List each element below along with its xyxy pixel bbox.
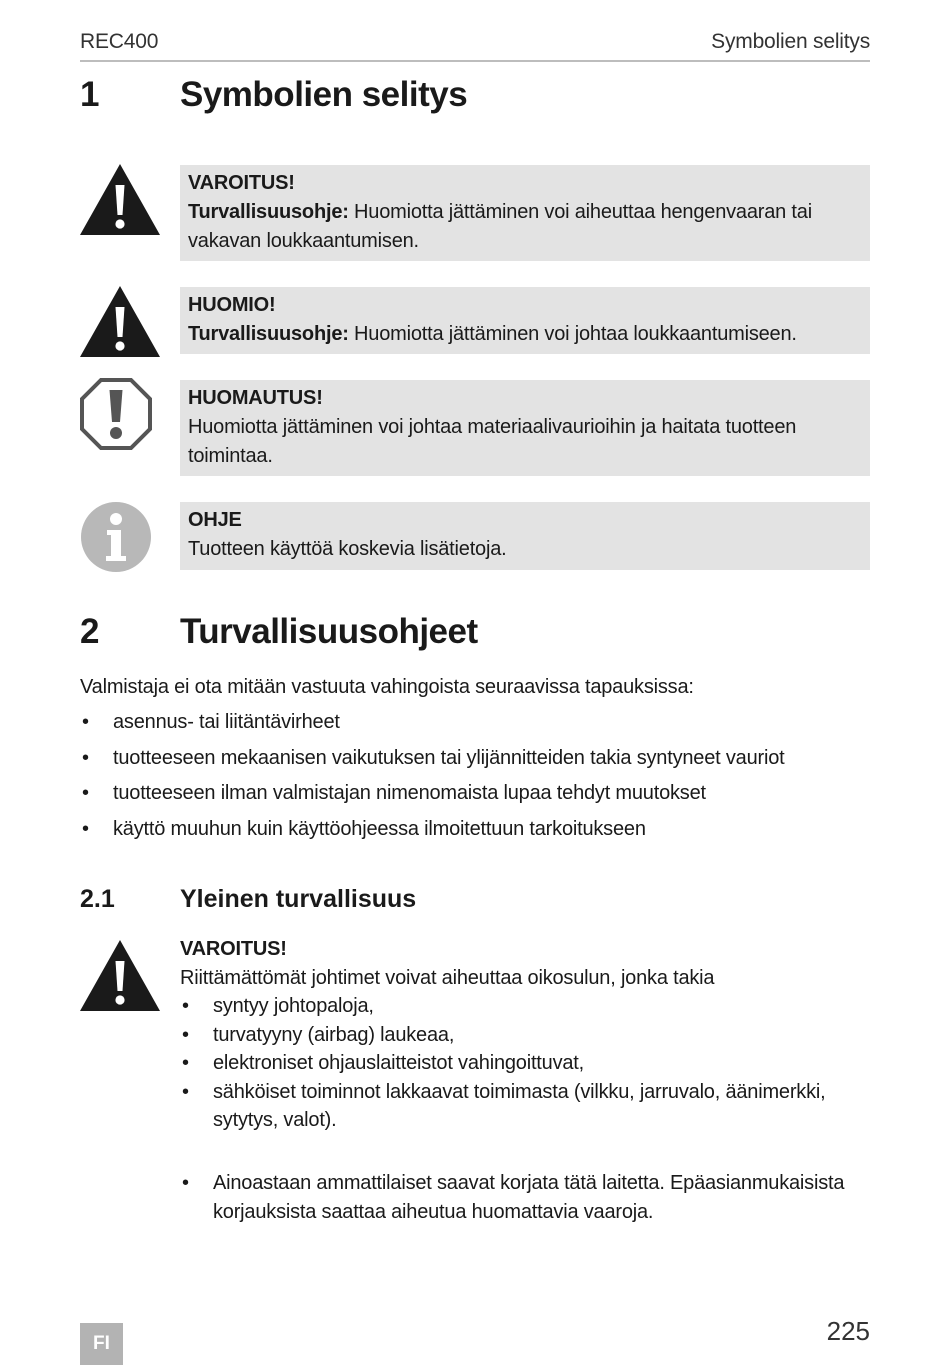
notice-note (180, 380, 870, 476)
list-item: • sähköiset toiminnot lakkaavat toimimasta (vilkku, jarruvalo, äänimerkki, sytytys, valot). (180, 1078, 870, 1135)
notice-note-title: HUOMAUTUS! (188, 387, 323, 409)
consequence-list (180, 992, 870, 1135)
notice-warning (180, 165, 870, 261)
notice-warning-title: VAROITUS! (188, 172, 295, 194)
list-item: • syntyy johtopaloja, (180, 992, 870, 1021)
list-item: • asennus- tai liitäntävirheet (80, 708, 784, 744)
list-item: • tuotteeseen ilman valmistajan nimenomaista lupaa tehdyt muutokset (80, 779, 784, 815)
section-2-1-number: 2.1 (80, 885, 115, 913)
list-item: • käyttö muuhun kuin käyttöohjeessa ilmoitettuun tarkoitukseen (80, 815, 784, 851)
section-2-number: 2 (80, 612, 99, 651)
notice-caution-title: HUOMIO! (188, 294, 276, 316)
notice-warning-prefix: Turvallisuusohje: (188, 201, 349, 223)
running-header-title: Symbolien selitys (711, 30, 870, 53)
warning-triangle-icon (80, 164, 160, 241)
list-item: • tuotteeseen mekaanisen vaikutuksen tai ylijännitteiden takia syntyneet vauriot (80, 744, 784, 780)
list-item: • elektroniset ohjauslaitteistot vahingoittuvat, (180, 1049, 870, 1078)
notice-caution (180, 287, 870, 354)
info-circle-icon (80, 501, 152, 578)
section-2-intro: Valmistaja ei ota mitään vastuuta vahingoista seuraavissa tapauksissa: (80, 676, 694, 698)
warning-triangle-icon (80, 940, 160, 1017)
caution-triangle-icon (80, 286, 160, 363)
notice-caution-prefix: Turvallisuusohje: (188, 323, 349, 345)
document-model: REC400 (80, 30, 159, 53)
list-item: • turvatyyny (airbag) laukeaa, (180, 1021, 870, 1050)
notice-info-title: OHJE (188, 509, 242, 531)
notice-info (180, 502, 870, 570)
general-safety-warning-title: VAROITUS! (180, 938, 287, 960)
notice-warning-text: Huomiotta jättäminen voi aiheuttaa hengenvaaran tai vakavan loukkaantumisen. (188, 201, 812, 252)
octagon-exclamation-icon (80, 378, 152, 455)
section-1-number: 1 (80, 75, 99, 114)
general-safety-warning (180, 935, 870, 1135)
general-safety-warning-text: Riittämättömät johtimet voivat aiheuttaa oikosulun, jonka takia (180, 966, 715, 989)
section-2-1-title: Yleinen turvallisuus (180, 885, 417, 913)
notice-note-text: Huomiotta jättäminen voi johtaa materiaalivaurioihin ja haitata tuotteen toimintaa. (188, 416, 797, 467)
language-badge: FI (80, 1323, 123, 1365)
page-number: 225 (826, 1316, 870, 1346)
section-2-title: Turvallisuusohjeet (180, 612, 478, 651)
notice-info-text: Tuotteen käyttöä koskevia lisätietoja. (188, 538, 507, 560)
notice-caution-text: Huomiotta jättäminen voi johtaa loukkaantumiseen. (348, 323, 797, 345)
section-1-title: Symbolien selitys (180, 75, 468, 114)
header-rule (80, 60, 870, 62)
liability-list (80, 708, 784, 850)
repair-note-list (180, 1169, 870, 1226)
list-item: • Ainoastaan ammattilaiset saavat korjata tätä laitetta. Epäasianmukaisista korjauksista saattaa aiheutua huomattavia vaaroja. (180, 1169, 870, 1226)
